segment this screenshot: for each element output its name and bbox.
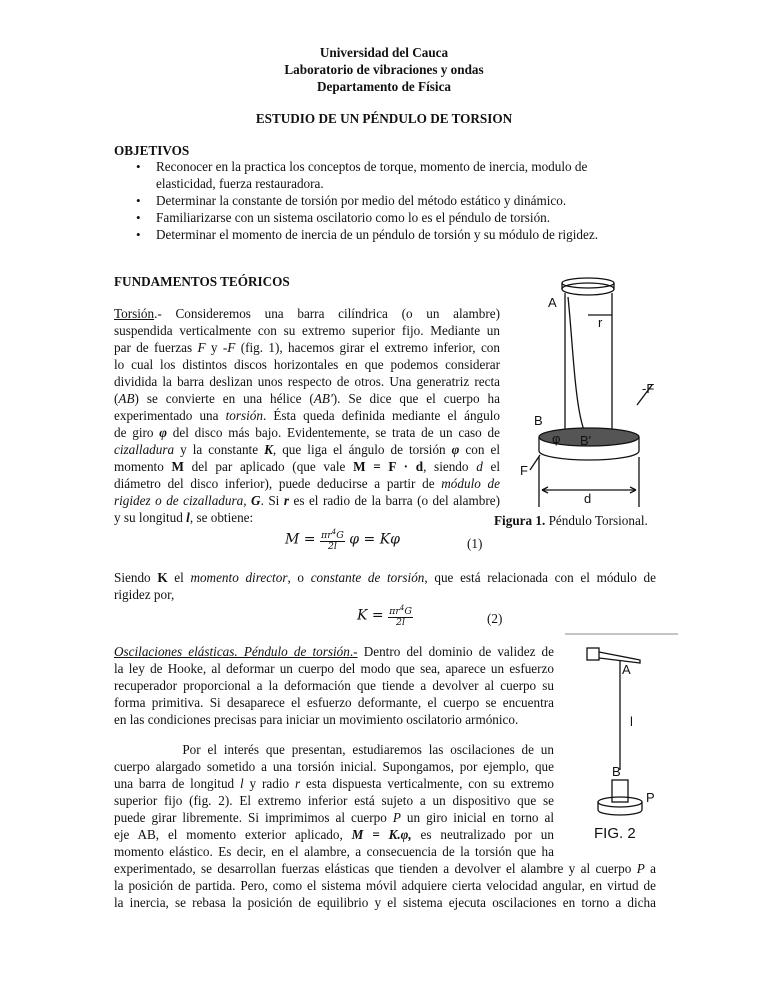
fig2-label-B: B	[612, 764, 621, 779]
fig1-label-minusF: -F	[642, 381, 655, 396]
equation-2: K = $\frac{\pi r^4G}{2l}$	[357, 604, 412, 629]
objective-item: • Determinar el momento de inercia de un péndulo de torsión y su módulo de rigidez.	[114, 226, 634, 243]
figure2-torsion-pendulum	[560, 630, 680, 840]
objectives-list	[114, 158, 634, 243]
figure1-caption	[494, 512, 648, 529]
elastic-paragraph: Oscilaciones elásticas. Péndulo de torsión.- Dentro del dominio de validez de la ley de Hooke, al deformar un cuerpo del modo que sea, aparece un esfuerzo recuperador proporcional a la deformación que tiende a devolver al cuerpo su forma primitiva. Si desaparece el esfuerzo deformante, el cuerpo se encuentra en las condiciones precisas para iniciar un movimiento oscilatorio armónico.	[114, 644, 554, 727]
lab-name: Laboratorio de vibraciones y ondas	[284, 62, 484, 77]
constant-paragraph: Siendo K el momento director, o constante de torsión, que está relacionada con el módulo de rigidez por,	[114, 570, 656, 602]
fig2-label-l: l	[630, 714, 633, 729]
fig1-label-d: d	[584, 491, 592, 506]
department-name: Departamento de Física	[316, 79, 452, 94]
document-title: ESTUDIO DE UN PÉNDULO DE TORSION	[255, 111, 513, 126]
fig1-label-Bprime: B'	[580, 433, 592, 448]
objective-item: • Determinar la constante de torsión por medio del método estático y dinámico.	[114, 192, 634, 209]
objective-item: • Reconocer en la practica los conceptos de torque, momento de inercia, modulo de elasticidad, fuerza restauradora.	[114, 158, 634, 192]
torsion-term: Torsión	[114, 306, 155, 321]
equation-2-label: (2)	[487, 611, 503, 626]
figure1-caption-text: Péndulo Torsional.	[545, 513, 648, 528]
fig1-label-B: B	[534, 413, 543, 428]
elastic-term: Oscilaciones elásticas. Péndulo de torsión	[114, 644, 350, 659]
objectives-heading: OBJETIVOS	[114, 143, 190, 158]
theory-heading: FUNDAMENTOS TEÓRICOS	[114, 274, 290, 289]
university-name: Universidad del Cauca	[319, 45, 449, 60]
torsion-paragraph: Torsión.- Consideremos una barra cilíndrica (o un alambre) suspendida verticalmente con su extremo superior fijo. Mediante un par de fuerzas F y -F (fig. 1), hacemos girar el extremo inferior, con lo cual los distintos discos horizontales en que podemos considerar dividida la barra deslizan unos respecto de otros. Una generatriz recta (AB) se convierte en una hélice (AB'). Se dice que el cuerpo ha experimentado una torsión. Ésta queda definida mediante el ángulo de giro φ del disco más bajo. Evidentemente, se trata de un caso de cizalladura y la constante K, que liga el ángulo de torsión φ con el momento M del par aplicado (que vale M = F · d, siendo d el diámetro del disco inferior), puede deducirse a partir de módulo de rigidez o de cizalladura, G. Si r es el radio de la barra (o del alambre) y su longitud l, se obtiene:	[114, 306, 501, 525]
equation-1-label: (1)	[467, 536, 483, 551]
figure2-label: FIG. 2	[594, 825, 636, 840]
figure1-torsion-pendulum	[512, 275, 672, 510]
fig1-label-phi: φ	[552, 431, 561, 446]
oscillation-paragraph-wide: experimentado, se desarrollan fuerzas elásticas que tienden a devolver el alambre y al cuerpo P a la posición de partida. Pero, como el sistema móvil adquiere cierta velocidad angular, en virtud de la inercia, se rebasa la posición de equilibrio y el sistema ejecuta oscilaciones en torno a dicha	[114, 861, 656, 910]
equation-1: M = $\frac{\pi r^4G}{2l}$ φ = Kφ	[285, 528, 400, 553]
fig2-label-A: A	[622, 662, 631, 677]
fig1-label-r: r	[598, 315, 603, 330]
figure1-caption-label: Figura 1.	[494, 513, 546, 528]
oscillation-paragraph: Por el interés que presentan, estudiaremos las oscilaciones de un cuerpo alargado sometido a una torsión inicial. Supongamos, por ejemplo, que una barra de longitud l y radio r esta dispuesta verticalmente, con su extremo superior fijo (fig. 2). El extremo inferior está sujeto a un dispositivo que se puede girar libremente. Si imprimimos al cuerpo P un giro inicial en torno al eje AB, el momento exterior aplicado, M = K.φ, es neutralizado por un momento elástico. Es decir, en el alambre, a consecuencia de la torsión que ha	[114, 742, 555, 859]
fig2-label-P: P	[646, 790, 655, 805]
objective-item: • Familiarizarse con un sistema oscilatorio como lo es el péndulo de torsión.	[114, 209, 634, 226]
fig1-label-F: F	[520, 463, 528, 478]
fig1-label-A: A	[548, 295, 557, 310]
